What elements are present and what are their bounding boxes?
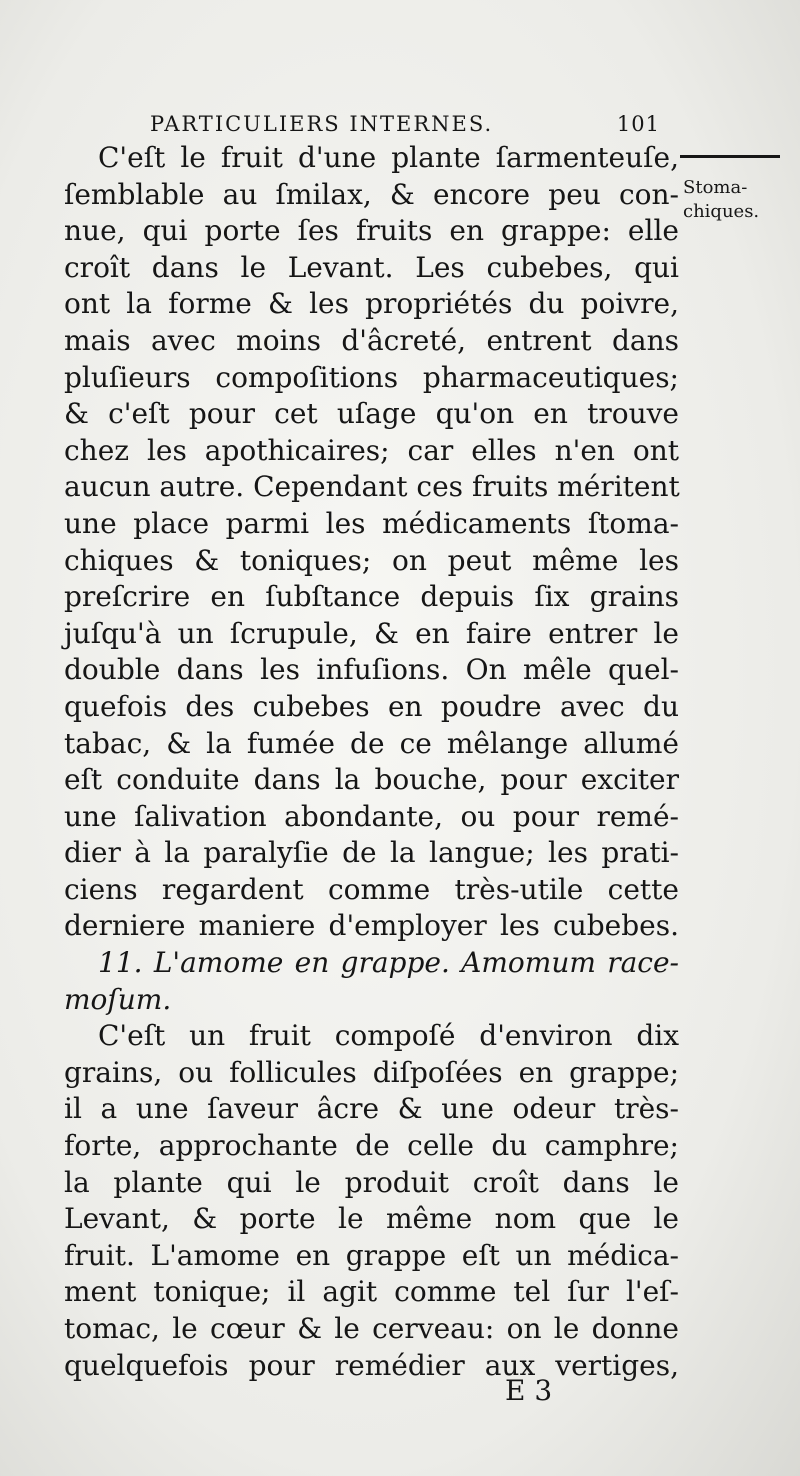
- text-line: il a une ſaveur âcre & une odeur très-: [64, 1092, 679, 1126]
- text-line: double dans les infuſions. On mêle quel-: [64, 653, 679, 687]
- text-line: fruit. L'amome en grappe eſt un médica-: [64, 1238, 679, 1272]
- text-line: eſt conduite dans la bouche, pour exciter: [64, 763, 679, 797]
- text-line: tabac, & la fumée de ce mêlange allumé: [64, 726, 679, 760]
- text-line: preſcrire en ſubſtance depuis ſix grains: [64, 580, 679, 614]
- text-line: C'eſt un fruit compoſé d'environ dix: [98, 1019, 679, 1053]
- text-line: nue, qui porte ſes fruits en grappe: elle: [64, 214, 679, 248]
- text-line: chiques & toniques; on peut même les: [64, 543, 679, 577]
- section-heading-line: 11. L'amome en grappe. Amomum race-: [98, 946, 679, 980]
- text-line: dier à la paralyſie de la langue; les prati-: [64, 836, 679, 870]
- text-line: la plante qui le produit croît dans le: [64, 1165, 679, 1199]
- text-line: aucun autre. Cependant ces fruits méritent: [64, 470, 680, 504]
- text-line: C'eſt le fruit d'une plante ſarmenteuſe,: [98, 141, 679, 174]
- text-line: ment tonique; il agit comme tel ſur l'eſ-: [64, 1275, 679, 1309]
- text-line: ſemblable au ſmilax, & encore peu con-: [64, 177, 679, 211]
- text-line: Levant, & porte le même nom que le: [64, 1202, 679, 1236]
- page-number: 101: [616, 112, 660, 136]
- text-line: mais avec moins d'âcreté, entrent dans: [64, 323, 679, 357]
- text-line: pluſieurs compoſitions pharmaceutiques;: [64, 360, 679, 394]
- margin-rule: [680, 155, 780, 158]
- text-line: ciens regardent comme très-utile cette: [64, 872, 679, 906]
- signature-mark: E 3: [505, 1374, 553, 1407]
- margin-note: [683, 176, 793, 224]
- text-line: tomac, le cœur & le cerveau: on le donne: [64, 1312, 679, 1345]
- text-line: une ſalivation abondante, ou pour remé-: [64, 799, 679, 833]
- text-line: une place parmi les médicaments ſtoma-: [64, 506, 679, 540]
- text-line: & c'eſt pour cet uſage qu'on en trouve: [64, 397, 679, 431]
- text-line: ont la forme & les propriétés du poivre,: [64, 287, 679, 321]
- margin-note-line-2: chiques.: [683, 201, 760, 222]
- text-line: quelquefois pour remédier aux vertiges,: [64, 1348, 679, 1382]
- section-heading-line: moſum.: [64, 982, 172, 1016]
- body-text: [64, 140, 679, 1384]
- text-line: chez les apothicaires; car elles n'en ont: [64, 433, 679, 467]
- running-header: [150, 112, 660, 136]
- text-line: derniere maniere d'employer les cubebes.: [64, 909, 679, 943]
- margin-note-line-1: Stoma-: [683, 177, 748, 198]
- text-line: juſqu'à un ſcrupule, & en faire entrer le: [64, 616, 679, 650]
- running-title: PARTICULIERS INTERNES.: [150, 112, 494, 136]
- text-line: forte, approchante de celle du camphre;: [64, 1129, 679, 1163]
- text-line: grains, ou follicules diſpoſées en grappe;: [64, 1055, 679, 1089]
- text-line: croît dans le Levant. Les cubebes, qui: [64, 250, 679, 284]
- text-line: quefois des cubebes en poudre avec du: [64, 689, 679, 723]
